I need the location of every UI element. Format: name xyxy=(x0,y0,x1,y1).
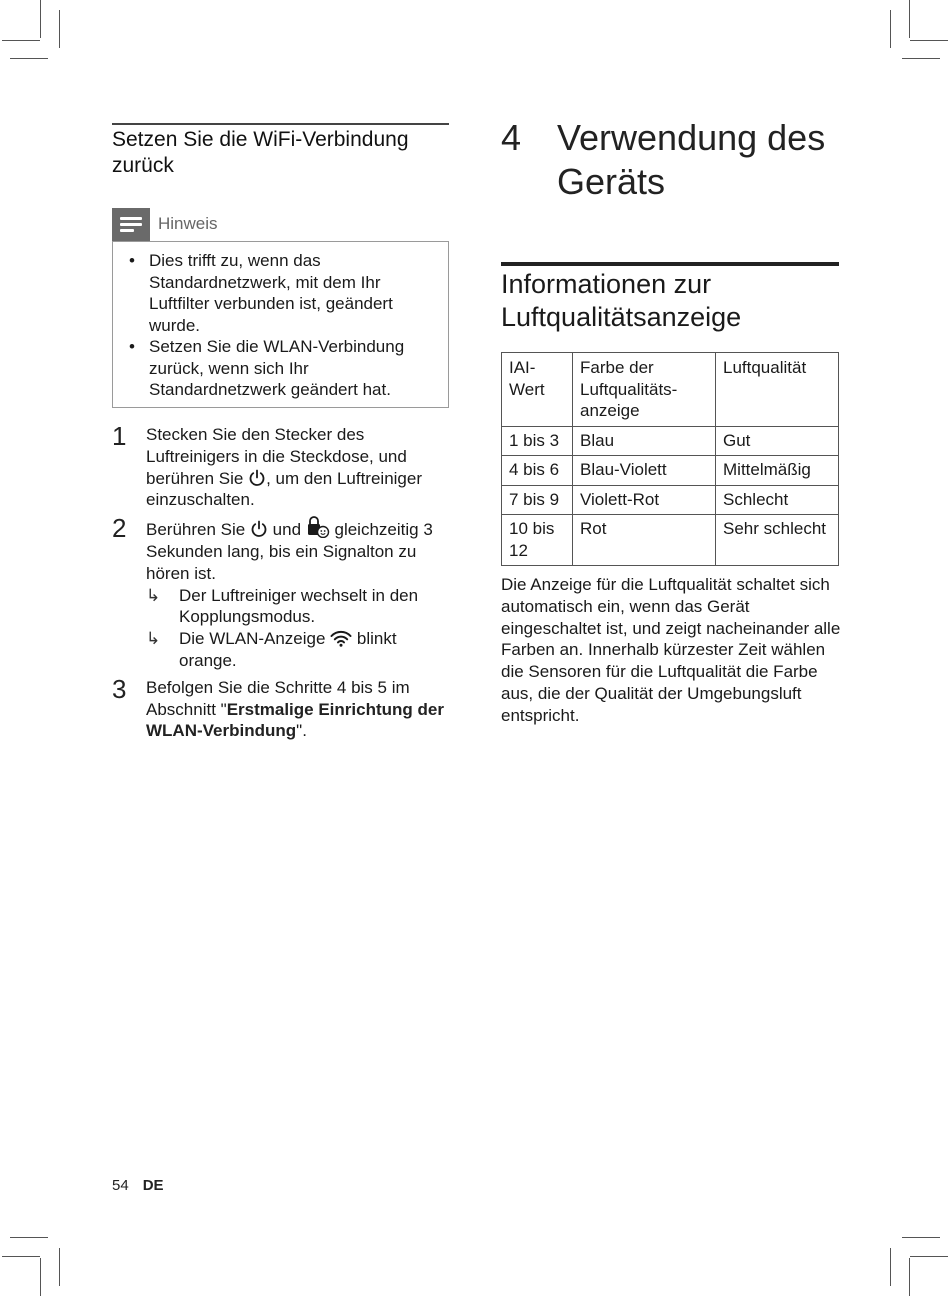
table-row xyxy=(502,515,839,566)
table-cell: Blau-Violett xyxy=(573,456,716,486)
power-icon xyxy=(250,520,268,538)
note-icon xyxy=(112,208,150,241)
language-code: DE xyxy=(142,1177,164,1194)
note-item: • Setzen Sie die WLAN-Verbindung zurück, wenn sich Ihr Standardnetzwerk geändert hat. xyxy=(125,336,435,401)
crop-mark xyxy=(902,58,940,59)
crop-mark xyxy=(10,58,48,59)
step-text: ". xyxy=(296,721,307,741)
table-row xyxy=(502,485,839,515)
table-header: IAI-Wert xyxy=(502,353,573,427)
note-box xyxy=(112,241,449,408)
crop-mark xyxy=(2,40,40,41)
step-number: 1 xyxy=(112,421,127,451)
step-text: Berühren Sie xyxy=(146,520,250,540)
step-2 xyxy=(112,513,457,672)
step-text: und xyxy=(267,520,306,540)
crop-mark xyxy=(909,0,910,38)
table-header: Farbe der Luftqualitäts-anzeige xyxy=(573,353,716,427)
step-result xyxy=(146,585,457,629)
step-text: Stecken Sie den Stecker des Luftreinigers in die Steckdose, und berühren Sie xyxy=(146,425,407,488)
air-quality-description: Die Anzeige für die Luftqualität schaltet sich automatisch ein, wenn das Gerät eingeschaltet ist, und zeigt nacheinander alle Farben an. Innerhalb kürzester Zeit wählen die Sensoren für die Luftqualität die Farbe aus, die der Qualität der Umgebungsluft entspricht. xyxy=(501,575,841,725)
step-number: 3 xyxy=(112,673,127,704)
steps-list xyxy=(112,421,457,747)
page-number: 54 xyxy=(112,1177,129,1194)
table-cell: Blau xyxy=(573,426,716,456)
step-result xyxy=(146,628,457,672)
chapter-title: Verwendung des Geräts xyxy=(557,117,826,202)
step-text: Befolgen Sie die Schritte 4 bis 5 im Abschnitt " xyxy=(146,677,410,719)
page-footer xyxy=(112,1177,164,1194)
note-item: • Dies trifft zu, wenn das Standardnetzwerk, mit dem Ihr Luftfilter verbunden ist, geändert wurde. xyxy=(125,250,435,336)
crop-mark xyxy=(909,1258,910,1296)
table-header: Luftqualität xyxy=(716,353,839,427)
step-number: 2 xyxy=(112,513,127,544)
crop-mark xyxy=(890,10,891,48)
result-text: Die WLAN-Anzeige xyxy=(179,629,331,649)
air-quality-table xyxy=(501,352,839,566)
note-label: Hinweis xyxy=(158,214,218,233)
table-cell: 4 bis 6 xyxy=(502,456,573,486)
table-cell: Sehr schlecht xyxy=(716,515,839,566)
subsection-title: Informationen zur Luftqualitätsanzeige xyxy=(501,269,742,332)
table-row xyxy=(502,426,839,456)
crop-mark xyxy=(902,1237,940,1238)
crop-mark xyxy=(40,0,41,38)
result-text: blinkt orange. xyxy=(179,629,397,670)
result-arrow-icon: ↳ xyxy=(146,585,161,605)
crop-mark xyxy=(890,1248,891,1286)
step-3 xyxy=(112,673,457,742)
child-lock-icon xyxy=(306,516,330,538)
crop-mark xyxy=(59,10,60,48)
section-title: Setzen Sie die WiFi-Verbindung zurück xyxy=(112,128,409,177)
table-cell: 10 bis 12 xyxy=(502,515,573,566)
crop-mark xyxy=(910,40,948,41)
table-cell: Mittelmäßig xyxy=(716,456,839,486)
step-1 xyxy=(112,421,457,511)
table-cell: 7 bis 9 xyxy=(502,485,573,515)
result-text: Der Luftreiniger wechselt in den Kopplungsmodus. xyxy=(179,585,419,627)
table-header-row xyxy=(502,353,839,427)
section-rule xyxy=(112,123,449,125)
table-cell: Rot xyxy=(573,515,716,566)
crop-mark xyxy=(910,1256,948,1257)
crop-mark xyxy=(2,1256,40,1257)
table-cell: Gut xyxy=(716,426,839,456)
table-cell: Schlecht xyxy=(716,485,839,515)
table-cell: 1 bis 3 xyxy=(502,426,573,456)
wifi-icon xyxy=(330,630,352,647)
chapter-number: 4 xyxy=(501,117,522,158)
note-list xyxy=(125,250,435,401)
crop-mark xyxy=(10,1237,48,1238)
table-row xyxy=(502,456,839,486)
power-icon xyxy=(248,469,266,487)
section-reference: Erstmalige Einrichtung der WLAN-Verbindung xyxy=(146,699,444,741)
step-text: gleichzeitig 3 Sekunden lang, bis ein Signalton zu hören ist. xyxy=(146,520,433,583)
table-cell: Violett-Rot xyxy=(573,485,716,515)
crop-mark xyxy=(59,1248,60,1286)
subsection-rule xyxy=(501,262,839,266)
step-text: , um den Luftreiniger einzuschalten. xyxy=(146,468,422,510)
crop-mark xyxy=(40,1258,41,1296)
result-arrow-icon: ↳ xyxy=(146,629,161,649)
